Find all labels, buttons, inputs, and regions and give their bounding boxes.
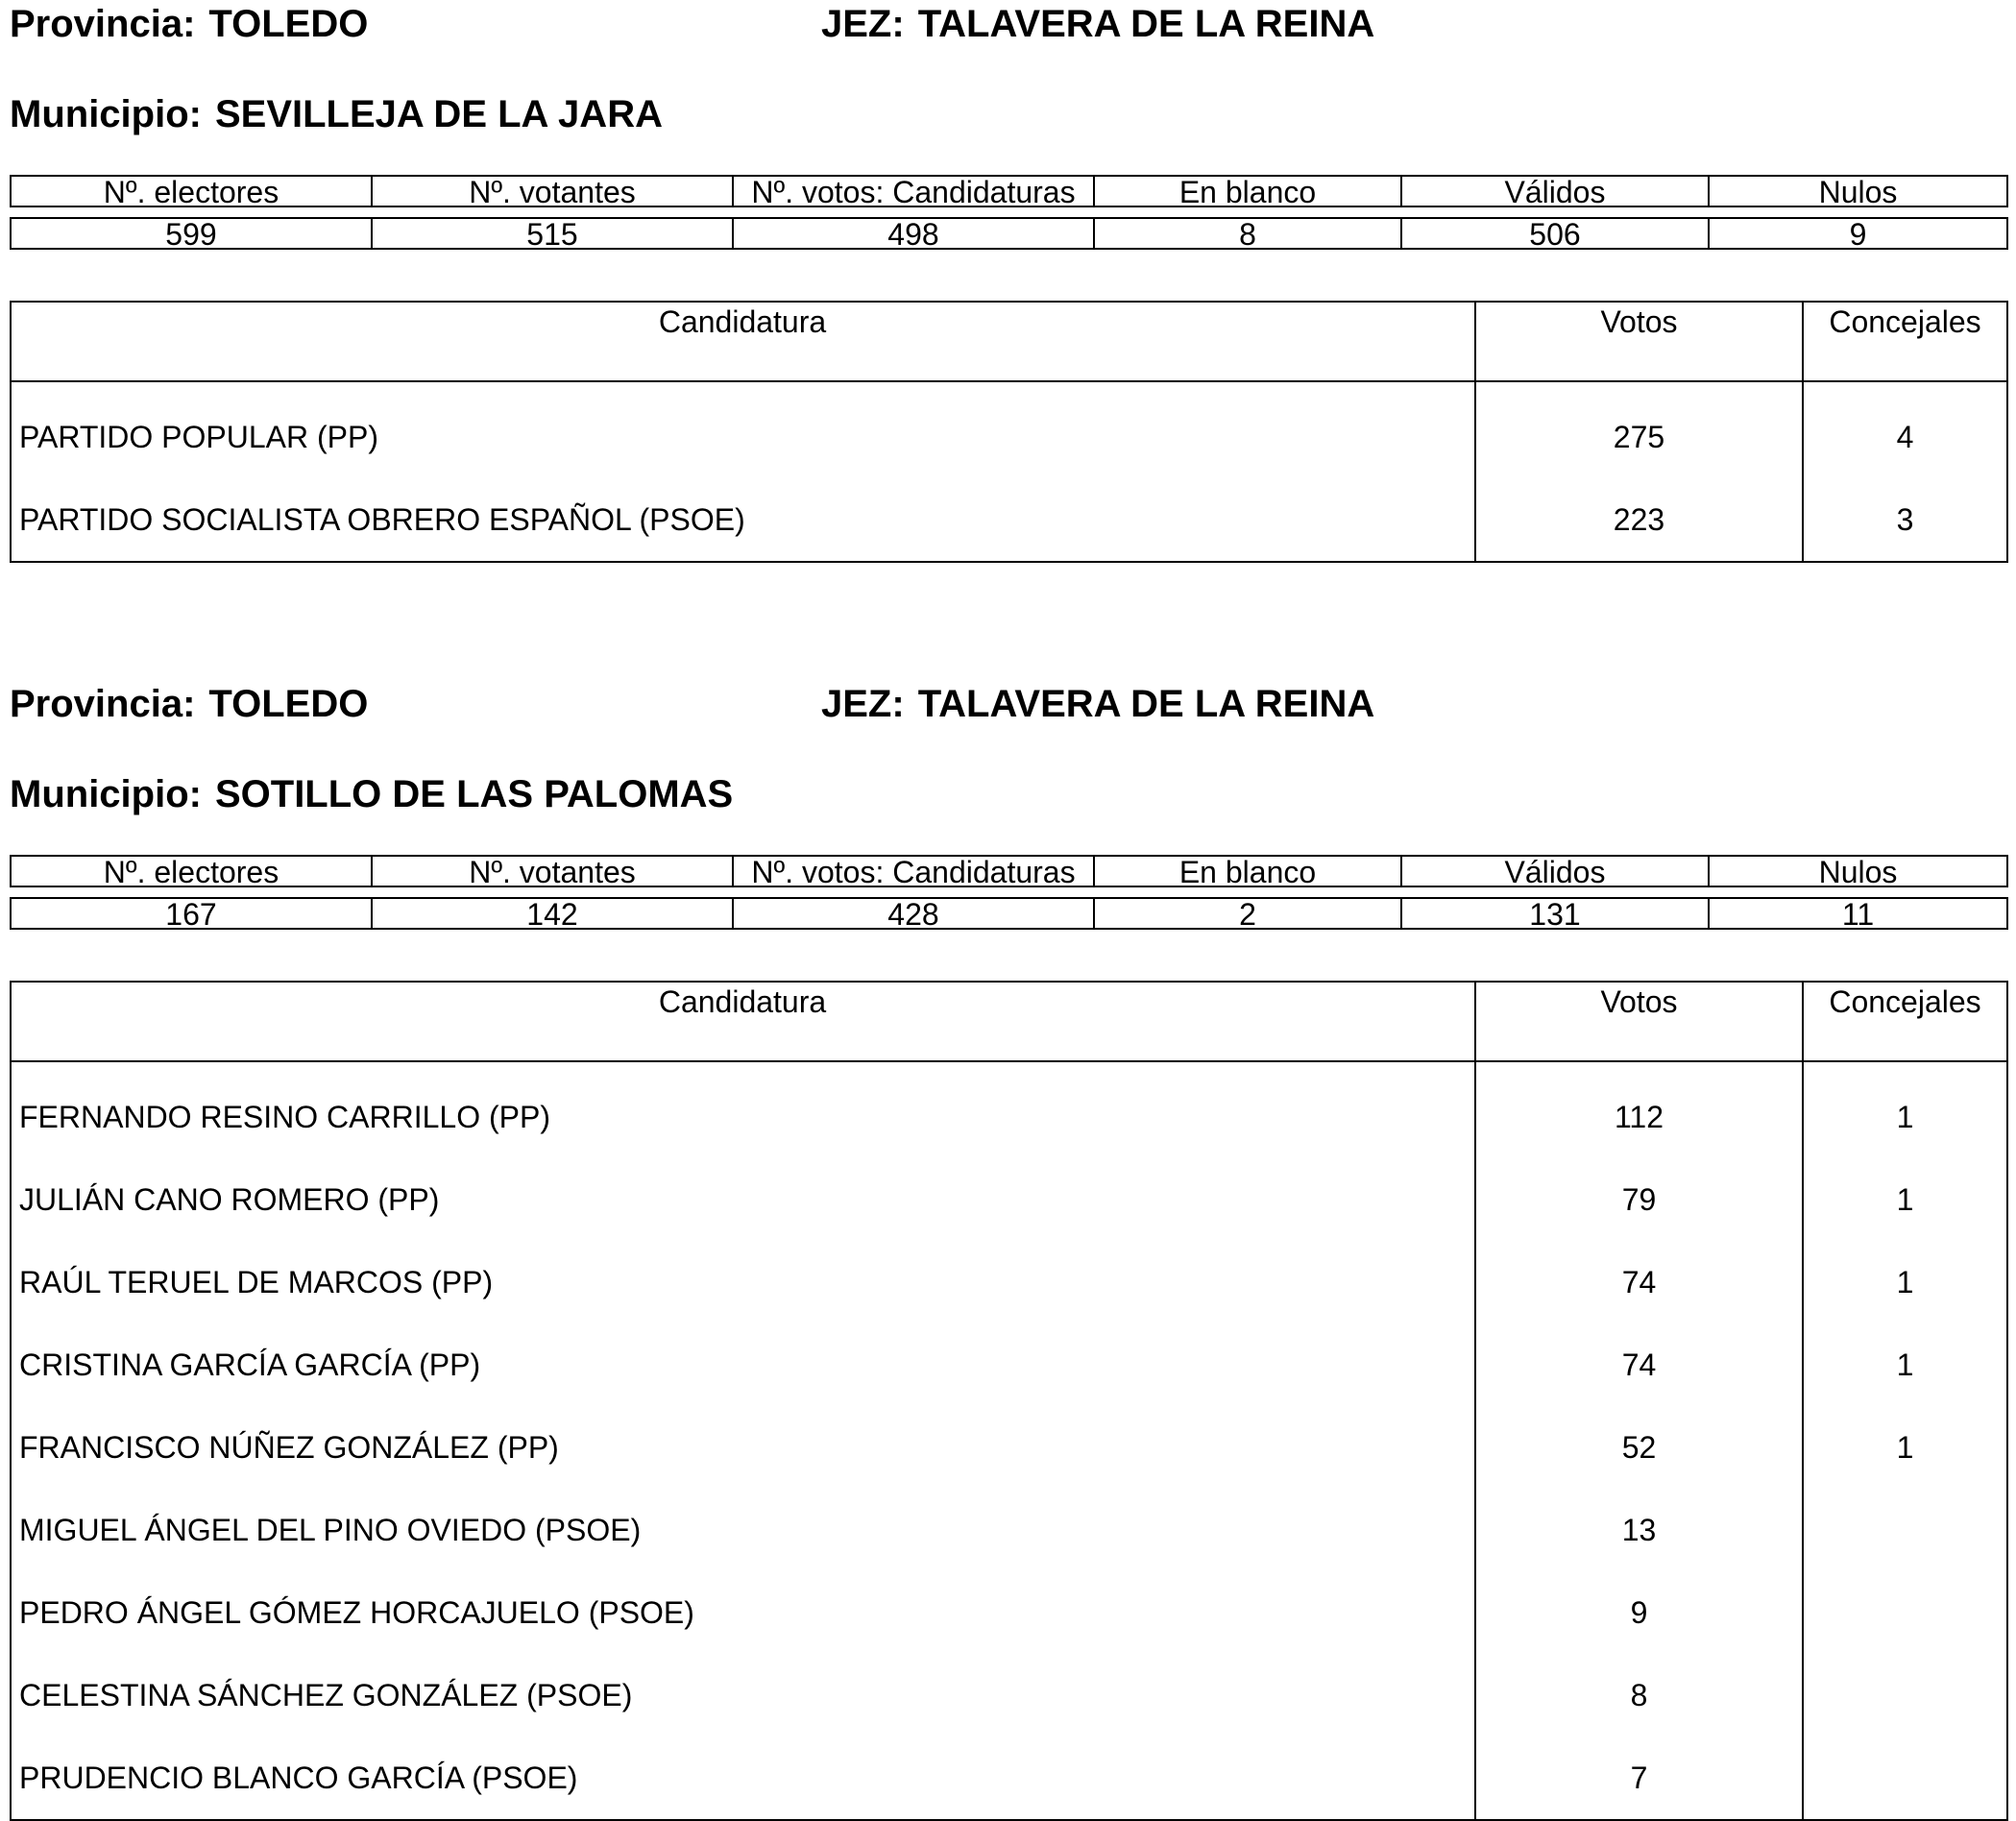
stats-header-row [10,855,2008,887]
stats-value-en-blanco: 2 [1093,899,1400,928]
jez-value: TALAVERA DE LA REINA [917,683,1375,725]
stats-value-electores: 599 [165,219,217,248]
stats-table [10,855,2008,930]
jez-heading [821,682,1374,726]
candidate-votes: 79 [1475,1158,1803,1241]
table-row [11,1323,2007,1406]
provincia-value: TOLEDO [208,3,369,45]
candidate-votes: 9 [1475,1571,1803,1654]
candidate-votes: 74 [1475,1323,1803,1406]
results-header-votos: Votos [1475,302,1803,381]
candidate-concejales [1803,1571,2007,1654]
candidate-name: RAÚL TERUEL DE MARCOS (PP) [19,1264,494,1299]
candidate-votes: 52 [1475,1406,1803,1489]
jez-label: JEZ: [821,3,905,45]
stats-value-nulos: 9 [1708,219,2006,248]
stats-value-row [10,217,2008,250]
candidate-concejales: 1 [1803,1323,2007,1406]
stats-value-nulos: 11 [1708,899,2006,928]
stats-header-votantes: Nº. votantes [371,177,732,206]
table-row [11,1736,2007,1820]
candidate-votes: 223 [1475,478,1803,562]
municipio-heading [10,92,663,136]
stats-value-votos-candidaturas: 428 [732,899,1093,928]
table-row [11,1489,2007,1571]
candidate-name: FERNANDO RESINO CARRILLO (PP) [19,1099,550,1134]
candidate-concejales: 1 [1803,1241,2007,1323]
stats-value-votantes: 142 [371,899,732,928]
stats-header-row [10,175,2008,207]
municipio-heading [10,772,733,816]
stats-table [10,175,2008,250]
candidate-name: PARTIDO SOCIALISTA OBRERO ESPAÑOL (PSOE) [19,501,745,537]
stats-header-votos-candidaturas: Nº. votos: Candidaturas [732,177,1093,206]
candidate-concejales: 1 [1803,1158,2007,1241]
results-table [10,301,2008,563]
candidate-name: PEDRO ÁNGEL GÓMEZ HORCAJUELO (PSOE) [19,1594,694,1630]
stats-value-votos-candidaturas: 498 [732,219,1093,248]
candidate-name: PRUDENCIO BLANCO GARCÍA (PSOE) [19,1760,578,1795]
candidate-votes: 7 [1475,1736,1803,1820]
stats-header-en-blanco: En blanco [1093,177,1400,206]
municipio-value: SOTILLO DE LAS PALOMAS [214,773,734,815]
stats-header-votantes: Nº. votantes [371,857,732,886]
provincia-label: Provincia: [10,683,196,725]
candidate-votes: 8 [1475,1654,1803,1736]
candidate-name: CELESTINA SÁNCHEZ GONZÁLEZ (PSOE) [19,1677,633,1712]
results-header-concejales: Concejales [1803,982,2007,1061]
candidate-name: JULIÁN CANO ROMERO (PP) [19,1181,440,1217]
candidate-name: MIGUEL ÁNGEL DEL PINO OVIEDO (PSOE) [19,1512,642,1547]
provincia-label: Provincia: [10,3,196,45]
candidate-concejales [1803,1736,2007,1820]
stats-value-electores: 167 [165,899,217,928]
stats-header-validos: Válidos [1400,177,1708,206]
provincia-heading [10,2,368,46]
stats-value-validos: 506 [1400,219,1708,248]
candidate-concejales: 4 [1803,381,2007,478]
candidate-concejales: 1 [1803,1061,2007,1158]
table-row [11,381,2007,478]
table-row [11,1406,2007,1489]
results-header-candidatura: Candidatura [11,982,1475,1061]
candidate-concejales [1803,1654,2007,1736]
candidate-name: CRISTINA GARCÍA GARCÍA (PP) [19,1347,481,1382]
results-header-votos: Votos [1475,982,1803,1061]
table-row [11,1158,2007,1241]
stats-header-electores: Nº. electores [103,857,279,886]
municipio-label: Municipio: [10,773,202,815]
candidate-concejales: 1 [1803,1406,2007,1489]
table-row [11,478,2007,562]
candidate-concejales: 3 [1803,478,2007,562]
table-row [11,1571,2007,1654]
stats-header-votos-candidaturas: Nº. votos: Candidaturas [732,857,1093,886]
municipio-value: SEVILLEJA DE LA JARA [214,93,663,135]
provincia-heading [10,682,368,726]
stats-header-electores: Nº. electores [103,177,279,206]
municipio-label: Municipio: [10,93,202,135]
jez-label: JEZ: [821,683,905,725]
stats-value-row [10,897,2008,930]
stats-header-nulos: Nulos [1708,177,2006,206]
jez-heading [821,2,1374,46]
stats-value-en-blanco: 8 [1093,219,1400,248]
candidate-votes: 74 [1475,1241,1803,1323]
candidate-votes: 112 [1475,1061,1803,1158]
results-header-row [11,982,2007,1061]
stats-value-validos: 131 [1400,899,1708,928]
stats-header-validos: Válidos [1400,857,1708,886]
stats-header-en-blanco: En blanco [1093,857,1400,886]
candidate-votes: 13 [1475,1489,1803,1571]
table-row [11,1241,2007,1323]
results-table [10,981,2008,1821]
table-row [11,1654,2007,1736]
table-row [11,1061,2007,1158]
results-header-candidatura: Candidatura [11,302,1475,381]
stats-header-nulos: Nulos [1708,857,2006,886]
results-header-concejales: Concejales [1803,302,2007,381]
candidate-name: FRANCISCO NÚÑEZ GONZÁLEZ (PP) [19,1429,559,1465]
candidate-name: PARTIDO POPULAR (PP) [19,419,378,454]
candidate-votes: 275 [1475,381,1803,478]
candidate-concejales [1803,1489,2007,1571]
jez-value: TALAVERA DE LA REINA [917,3,1375,45]
provincia-value: TOLEDO [208,683,369,725]
results-header-row [11,302,2007,381]
stats-value-votantes: 515 [371,219,732,248]
